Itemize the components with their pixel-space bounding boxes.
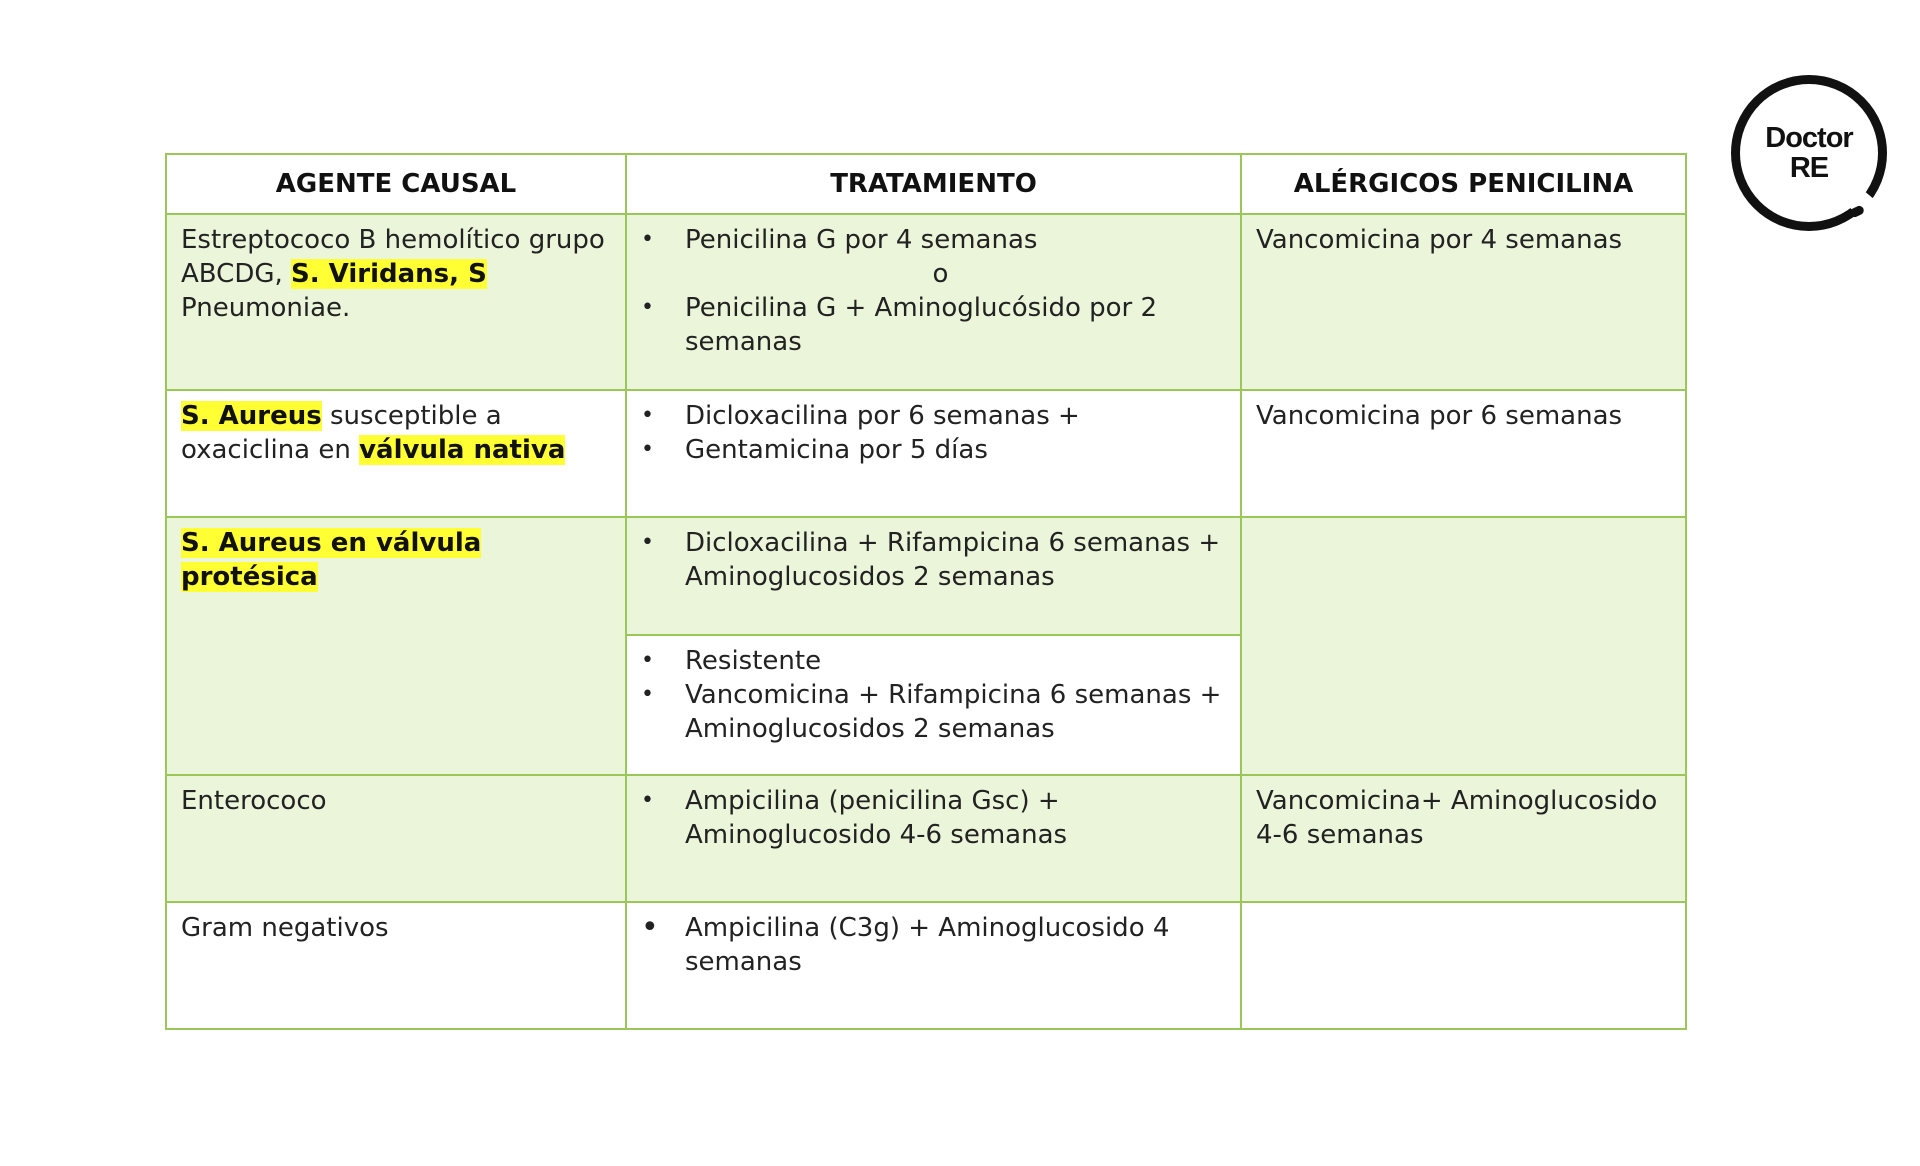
header-alergicos-penicilina: ALÉRGICOS PENICILINA <box>1241 154 1686 214</box>
agente-text: Estreptococo B hemolítico grupo ABCDG, <box>181 225 605 289</box>
tratamiento-cell <box>626 390 1241 517</box>
tratamiento-list <box>641 291 1226 359</box>
agente-highlight: válvula nativa <box>359 435 566 465</box>
tratamiento-cell <box>626 517 1241 635</box>
agente-cell: Gram negativos <box>166 902 626 1029</box>
tratamiento-cell <box>626 214 1241 390</box>
tratamiento-item: • Ampicilina (penicilina Gsc) + Aminoglucosido 4-6 semanas <box>641 784 1226 852</box>
header-row <box>166 154 1686 214</box>
doctor-re-logo <box>1731 75 1887 231</box>
table-row-aureus-nativa <box>166 390 1686 517</box>
tratamiento-list <box>641 644 1226 746</box>
treatment-table <box>165 153 1687 1030</box>
table-row-estreptococo <box>166 214 1686 390</box>
tratamiento-item: • Gentamicina por 5 días <box>641 433 1226 467</box>
tratamiento-item: • Dicloxacilina + Rifampicina 6 semanas + Aminoglucosidos 2 semanas <box>641 526 1226 594</box>
alergicos-cell: Vancomicina+ Aminoglucosido 4-6 semanas <box>1241 775 1686 902</box>
header-tratamiento: TRATAMIENTO <box>626 154 1241 214</box>
tratamiento-list <box>641 399 1226 467</box>
agente-cell <box>166 517 626 775</box>
tratamiento-list <box>641 223 1226 257</box>
table-row-gram-negativos <box>166 902 1686 1029</box>
agente-highlight: S. Aureus <box>181 401 322 431</box>
agente-cell <box>166 214 626 390</box>
logo-line-1: Doctor <box>1765 122 1853 154</box>
tratamiento-item: • Resistente <box>641 644 1226 678</box>
table-row-aureus-protesica <box>166 517 1686 635</box>
agente-text-end: Pneumoniae. <box>181 293 351 323</box>
tratamiento-cell <box>626 775 1241 902</box>
tratamiento-list <box>641 911 1226 979</box>
agente-text: susceptible a oxaciclina en <box>181 401 502 465</box>
alergicos-cell <box>1241 902 1686 1029</box>
agente-cell: Enterococo <box>166 775 626 902</box>
tratamiento-list <box>641 526 1226 594</box>
tratamiento-item: • Dicloxacilina por 6 semanas + <box>641 399 1226 433</box>
agente-highlight: S. Viridans, S <box>291 259 487 289</box>
tratamiento-item: • Penicilina G por 4 semanas <box>641 223 1226 257</box>
tratamiento-cell <box>626 635 1241 775</box>
tratamiento-cell <box>626 902 1241 1029</box>
alergicos-cell: Vancomicina por 4 semanas <box>1241 214 1686 390</box>
alergicos-cell <box>1241 517 1686 775</box>
alergicos-cell: Vancomicina por 6 semanas <box>1241 390 1686 517</box>
tratamiento-list <box>641 784 1226 852</box>
tratamiento-item: • Penicilina G + Aminoglucósido por 2 semanas <box>641 291 1226 359</box>
agente-highlight: S. Aureus en válvula protésica <box>181 528 482 592</box>
header-agente-causal: AGENTE CAUSAL <box>166 154 626 214</box>
logo-line-2: RE <box>1789 152 1829 184</box>
table-row-enterococo <box>166 775 1686 902</box>
or-separator: o <box>932 259 949 289</box>
tratamiento-item: • Vancomicina + Rifampicina 6 semanas + Aminoglucosidos 2 semanas <box>641 678 1226 746</box>
agente-cell <box>166 390 626 517</box>
tratamiento-item: • Ampicilina (C3g) + Aminoglucosido 4 semanas <box>641 911 1226 979</box>
